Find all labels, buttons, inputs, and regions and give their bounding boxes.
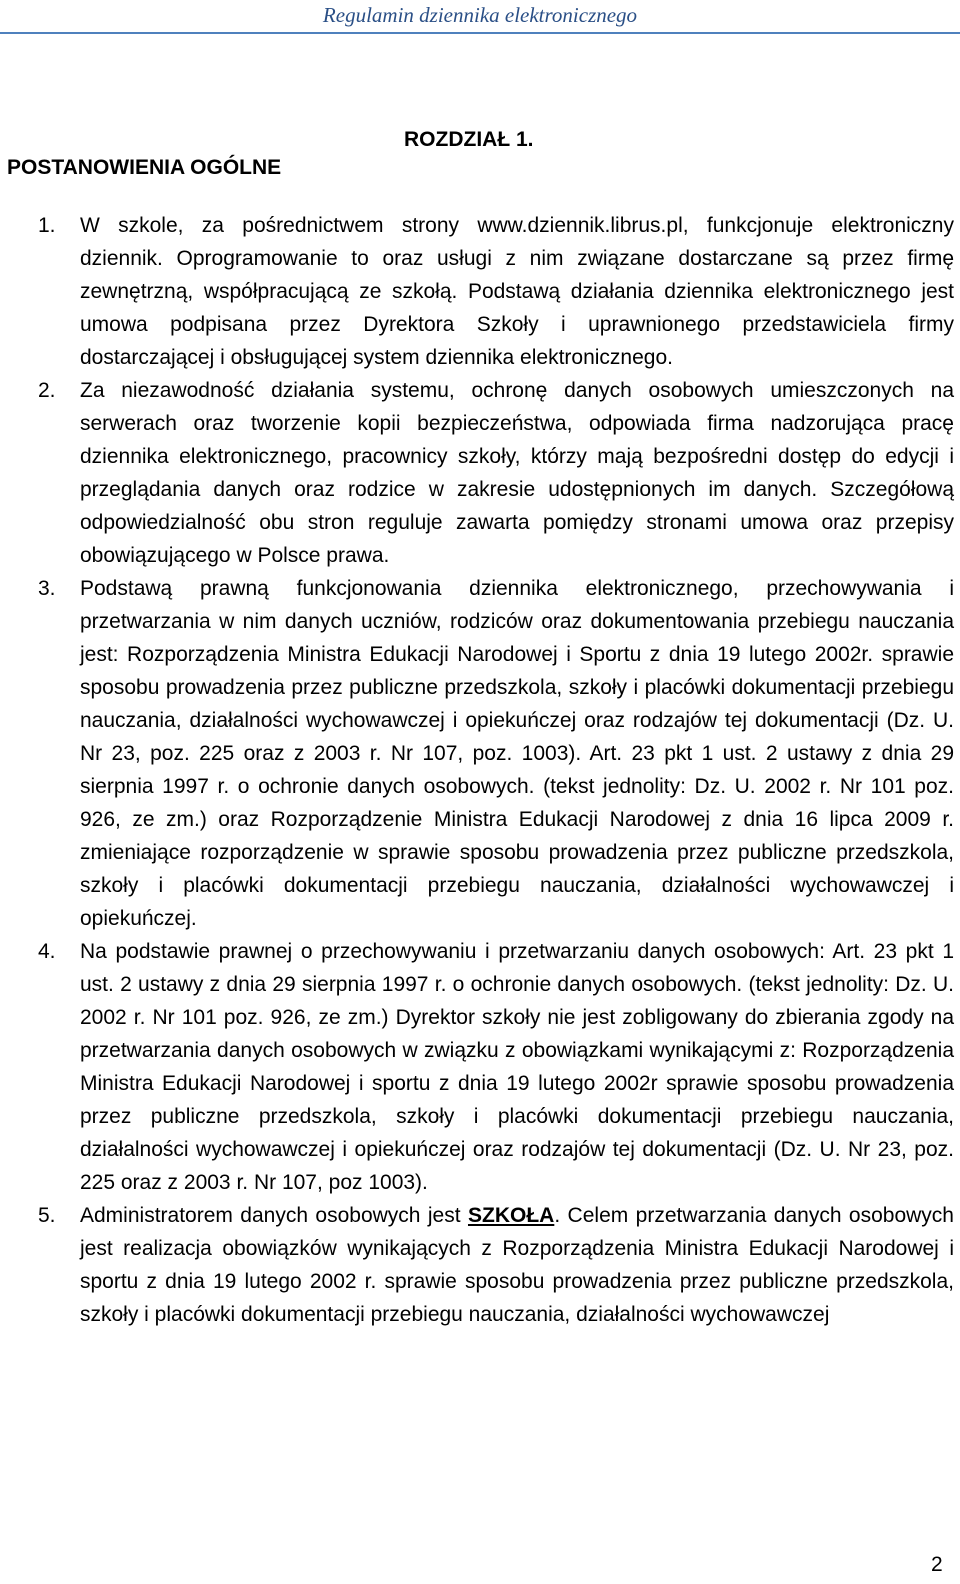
list-item: [6, 1199, 954, 1331]
regulation-list: [6, 209, 954, 1331]
running-header: Regulamin dziennika elektronicznego: [322, 3, 638, 27]
list-item: [6, 374, 954, 572]
administrator-emphasis: SZKOŁA: [467, 1204, 555, 1227]
item-number: 2.: [38, 379, 56, 402]
item-text: Na podstawie prawnej o przechowywaniu i przetwarzaniu danych osobowych: Art. 23 pkt 1 ust. 2 ustawy z dnia 29 sierpnia 1997 r. o ochronie danych osobowych. (tekst jednolity: Dz. U. 2002 r. Nr 101 poz. 926, ze zm.) Dyrektor szkoły nie jest zobligowany do zbierania zgody na przetwarzania danych osobowych w związku z obowiązkami wynikającymi z: Rozporządzenia Ministra Edukacji Narodowej i sportu z dnia 19 lutego 2002r sprawie sposobu prowadzenia przez publiczne przedszkola, szkoły i placówki dokumentacji przebiegu nauczania, działalności wychowawczej i opiekuńczej oraz rodzajów tej dokumentacji (Dz. U. Nr 23, poz. 225 oraz z 2003 r. Nr 107, poz 1003).: [80, 940, 954, 1194]
item-number: 5.: [38, 1204, 56, 1227]
section-title: POSTANOWIENIA OGÓLNE: [7, 156, 282, 179]
item-text: W szkole, za pośrednictwem strony www.dziennik.librus.pl, funkcjonuje elektroniczny dziennik. Oprogramowanie to oraz usługi z nim związane dostarczane są przez firmę zewnętrzną, współpracującą ze szkołą. Podstawą działania dziennika elektronicznego jest umowa podpisana przez Dyrektora Szkoły i uprawnionego przedstawiciela firmy dostarczającej i obsługującej system dziennika elektronicznego.: [80, 214, 954, 369]
item-text-before: Administratorem danych osobowych jest: [80, 1204, 468, 1227]
item-number: 3.: [38, 577, 56, 600]
item-text: [80, 1199, 954, 1331]
item-text: Za niezawodność działania systemu, ochronę danych osobowych umieszczonych na serwerach oraz tworzenie kopii bezpieczeństwa, odpowiada firma nadzorująca pracę dziennika elektronicznego, pracownicy szkoły, którzy mają bezpośredni dostęp do edycji i przeglądania danych oraz rodzice w zakresie udostępnionych im danych. Szczegółową odpowiedzialność obu stron reguluje zawarta pomiędzy stronami umowa oraz przepisy obowiązującego w Polsce prawa.: [80, 379, 954, 567]
header-rule: [0, 32, 960, 34]
list-item: [6, 209, 954, 374]
page-number: 2: [931, 1553, 943, 1576]
item-number: 4.: [38, 940, 56, 963]
chapter-heading: ROZDZIAŁ 1.: [404, 128, 534, 151]
item-text-after: . Celem przetwarzania danych osobowych jest realizacja obowiązków wynikających z Rozporządzenia Ministra Edukacji Narodowej i sportu z dnia 19 lutego 2002 r. sprawie sposobu prowadzenia przez publiczne przedszkola, szkoły i placówki dokumentacji przebiegu nauczania, działalności wychowawczej: [80, 1204, 954, 1326]
list-item: [6, 572, 954, 935]
list-item: [6, 935, 954, 1199]
item-text: Podstawą prawną funkcjonowania dziennika elektronicznego, przechowywania i przetwarzania w nim danych uczniów, rodziców oraz dokumentowania przebiegu nauczania jest: Rozporządzenia Ministra Edukacji Narodowej i Sportu z dnia 19 lutego 2002r. sprawie sposobu prowadzenia przez publiczne przedszkola, szkoły i placówki dokumentacji przebiegu nauczania, działalności wychowawczej i opiekuńczej oraz rodzajów tej dokumentacji (Dz. U. Nr 23, poz. 225 oraz z 2003 r. Nr 107, poz. 1003). Art. 23 pkt 1 ust. 2 ustawy z dnia 29 sierpnia 1997 r. o ochronie danych osobowych. (tekst jednolity: Dz. U. 2002 r. Nr 101 poz. 926, ze zm.) oraz Rozporządzenie Ministra Edukacji Narodowej z dnia 16 lipca 2009 r. zmieniające rozporządzenie w sprawie sposobu prowadzenia przez publiczne przedszkola, szkoły i placówki dokumentacji przebiegu nauczania, działalności wychowawczej i opiekuńczej.: [80, 577, 954, 930]
item-number: 1.: [38, 214, 56, 237]
